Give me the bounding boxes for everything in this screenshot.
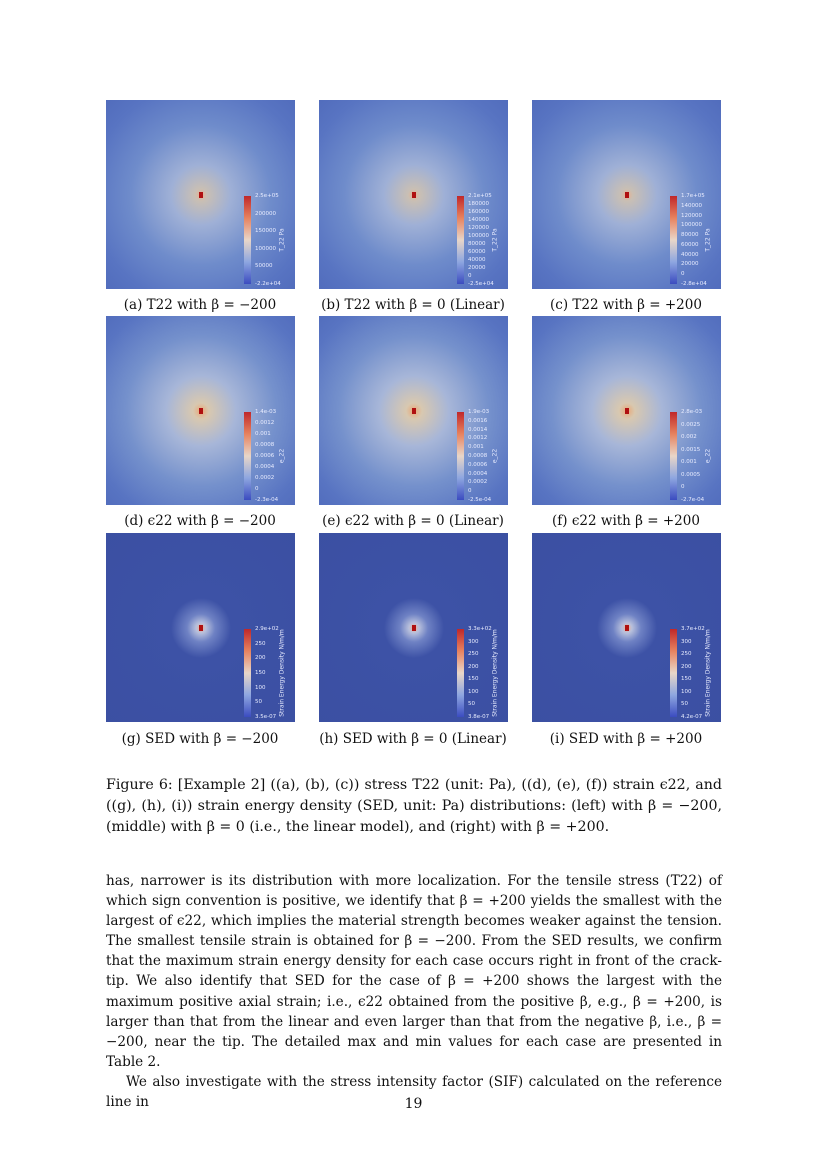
tick-label: 100000	[468, 233, 489, 239]
colorbar	[457, 196, 464, 284]
crack-tip	[199, 192, 203, 198]
tick-label: 3.5e-07	[255, 713, 277, 720]
colorbar	[670, 196, 677, 284]
crack-tip	[625, 192, 629, 198]
tick-label: 300	[681, 638, 692, 645]
crack-tip	[199, 625, 203, 631]
contour-plot	[532, 533, 721, 722]
tick-label: -2.3e-04	[255, 497, 279, 503]
tick-label: 100	[681, 688, 692, 695]
tick-label: 100000	[255, 245, 276, 252]
tick-label: 0.001	[681, 459, 697, 466]
tick-label: 0.0008	[468, 452, 488, 459]
tick-label: 0	[255, 486, 259, 492]
contour-plot	[319, 316, 508, 505]
tick-label: 60000	[468, 249, 486, 255]
colorbar-title: T_22 Pa	[491, 228, 499, 252]
tick-label: 0.0004	[255, 464, 275, 470]
crack-tip	[412, 408, 416, 414]
tick-label: 50	[681, 701, 688, 708]
tick-label: 40000	[468, 257, 486, 263]
colorbar-title: T_22 Pa	[278, 228, 286, 252]
tick-label: 0.0002	[255, 475, 275, 481]
colorbar-title: e_22	[278, 448, 286, 464]
crack-tip	[412, 625, 416, 631]
tick-label: 180000	[468, 201, 489, 207]
crack-tip	[625, 625, 629, 631]
subfigure-caption: (g) SED with β = −200	[121, 731, 279, 747]
figure-caption: Figure 6: [Example 2] ((a), (b), (c)) stress T22 (unit: Pa), ((d), (e), (f)) strain ϵ22, and ((g), (h), (i)) strain energy density (SED, unit: Pa) distributions: (left) with β = −200, (middle) with β = 0 (i.e., the linear model), and (right) with β = +200.	[106, 777, 722, 835]
tick-label: 3.3e+02	[468, 626, 492, 632]
colorbar-ticks	[468, 626, 492, 720]
colorbar-ticks	[255, 409, 278, 503]
tick-label: 50	[255, 699, 262, 706]
subfigure-caption: (i) SED with β = +200	[549, 731, 703, 747]
tick-label: 2.8e-03	[681, 409, 703, 415]
tick-label: 200	[681, 663, 692, 670]
tick-label: 0.0005	[681, 471, 701, 478]
tick-label: 20000	[468, 265, 486, 271]
contour-plot	[532, 100, 721, 289]
tick-label: 140000	[681, 202, 702, 209]
tick-label: -2.8e+04	[681, 280, 707, 287]
page-number: 19	[404, 1096, 423, 1112]
tick-label: 100	[255, 684, 266, 691]
tick-label: 150	[468, 676, 479, 683]
colorbar-title: e_22	[704, 448, 712, 464]
colorbar-ticks	[681, 626, 705, 720]
tick-label: 4.2e-07	[681, 713, 703, 720]
contour-plot	[319, 533, 508, 722]
tick-label: 200	[255, 655, 266, 662]
tick-label: 300	[468, 638, 479, 645]
tick-label: -2.2e+04	[255, 280, 281, 287]
tick-label: 0.001	[468, 444, 484, 451]
tick-label: 3.7e+02	[681, 626, 705, 632]
crack-tip	[412, 192, 416, 198]
tick-label: 3.8e-07	[468, 713, 490, 720]
tick-label: 0	[468, 488, 472, 495]
colorbar	[670, 412, 677, 500]
tick-label: 50000	[255, 263, 273, 270]
colorbar-title: Strain Energy Density N/m/m	[704, 629, 712, 717]
tick-label: 150	[681, 676, 692, 683]
tick-label: 1.4e-03	[255, 409, 277, 415]
subfigure-caption: (a) T22 with β = −200	[123, 297, 277, 313]
colorbar-title: Strain Energy Density N/m/m	[491, 629, 499, 717]
contour-plot	[106, 100, 295, 289]
colorbar-ticks	[468, 409, 491, 503]
tick-label: 2.5e+05	[255, 193, 279, 199]
contour-plot	[106, 316, 295, 505]
tick-label: 160000	[468, 209, 489, 215]
colorbar	[457, 629, 464, 717]
colorbar	[244, 196, 251, 284]
body-text	[106, 871, 722, 1112]
colorbar	[244, 412, 251, 500]
tick-label: 250	[468, 651, 479, 658]
contour-plot	[532, 316, 721, 505]
tick-label: 0.0014	[468, 426, 488, 433]
tick-label: 100000	[681, 222, 702, 229]
tick-label: 80000	[468, 241, 486, 247]
colorbar-title: e_22	[491, 448, 499, 464]
tick-label: 0.0004	[468, 470, 488, 477]
subfigure-caption: (e) ϵ22 with β = 0 (Linear)	[322, 513, 504, 529]
colorbar-ticks	[255, 626, 279, 720]
tick-label: 150000	[255, 228, 276, 235]
tick-label: 0.0006	[255, 453, 275, 459]
tick-label: 2.9e+02	[255, 626, 279, 632]
paragraph: has, narrower is its distribution with more localization. For the tensile stress (T22) of which sign convention is positive, we identify that β = +200 yields the smallest with the largest of ϵ22, which implies the material strength becomes weaker against the tension. The smallest tensile strain is obtained for β = −200. From the SED results, we confirm that the maximum strain energy density for each case occurs right in front of the crack-tip. We also identify that SED for the case of β = +200 shows the largest with the maximum positive axial strain; i.e., ϵ22 obtained from the positive β, e.g., β = +200, is larger than that from the linear and even larger than that from the negative β, i.e., β = −200, near the tip. The detailed max and min values for each case are presented in Table 2.	[106, 873, 722, 1070]
colorbar-ticks	[681, 409, 704, 503]
tick-label: 40000	[681, 251, 699, 258]
tick-label: 0.0015	[681, 446, 701, 453]
contour-plot	[106, 533, 295, 722]
tick-label: 250	[681, 651, 692, 658]
paragraph: We also investigate with the stress intensity factor (SIF) calculated on the reference line in	[106, 1073, 722, 1111]
tick-label: 100	[468, 688, 479, 695]
tick-label: 150	[255, 669, 266, 676]
tick-label: 80000	[681, 232, 699, 239]
tick-label: -2.5e-04	[468, 496, 492, 503]
colorbar	[244, 629, 251, 717]
subfigure-caption: (b) T22 with β = 0 (Linear)	[321, 297, 505, 313]
tick-label: 0	[681, 271, 685, 278]
tick-label: 140000	[468, 217, 489, 223]
tick-label: 0.0006	[468, 461, 488, 468]
tick-label: 250	[255, 640, 266, 647]
colorbar-title: Strain Energy Density N/m/m	[278, 629, 286, 717]
tick-label: 0.0016	[468, 417, 488, 424]
tick-label: 0	[681, 484, 685, 491]
tick-label: 2.1e+05	[468, 193, 492, 199]
tick-label: 120000	[681, 212, 702, 219]
subfigure-caption: (c) T22 with β = +200	[550, 297, 702, 313]
subfigure-caption: (h) SED with β = 0 (Linear)	[319, 731, 507, 747]
colorbar-title: T_22 Pa	[704, 228, 712, 252]
tick-label: 1.7e+05	[681, 193, 705, 199]
crack-tip	[625, 408, 629, 414]
colorbar	[457, 412, 464, 500]
tick-label: -2.5e+04	[468, 281, 494, 287]
contour-plot	[319, 100, 508, 289]
tick-label: 0.001	[255, 431, 271, 437]
tick-label: 120000	[468, 225, 489, 231]
subfigure-caption: (f) ϵ22 with β = +200	[552, 513, 700, 529]
tick-label: 1.9e-03	[468, 409, 490, 415]
tick-label: 20000	[681, 261, 699, 268]
tick-label: 200000	[255, 210, 276, 217]
tick-label: 0.002	[681, 434, 697, 441]
tick-label: 50	[468, 701, 475, 708]
tick-label: 60000	[681, 241, 699, 248]
tick-label: 0.0002	[468, 479, 488, 486]
tick-label: 0.0025	[681, 421, 701, 428]
colorbar	[670, 629, 677, 717]
tick-label: 0	[468, 273, 472, 279]
colorbar-ticks	[681, 193, 707, 287]
crack-tip	[199, 408, 203, 414]
colorbar-ticks	[255, 193, 281, 287]
subfigure-caption: (d) ϵ22 with β = −200	[124, 513, 276, 529]
tick-label: 0.0012	[255, 420, 275, 426]
tick-label: 0.0012	[468, 435, 488, 442]
tick-label: 200	[468, 663, 479, 670]
colorbar-ticks	[468, 193, 494, 287]
tick-label: 0.0008	[255, 442, 275, 448]
tick-label: -2.7e-04	[681, 496, 705, 503]
